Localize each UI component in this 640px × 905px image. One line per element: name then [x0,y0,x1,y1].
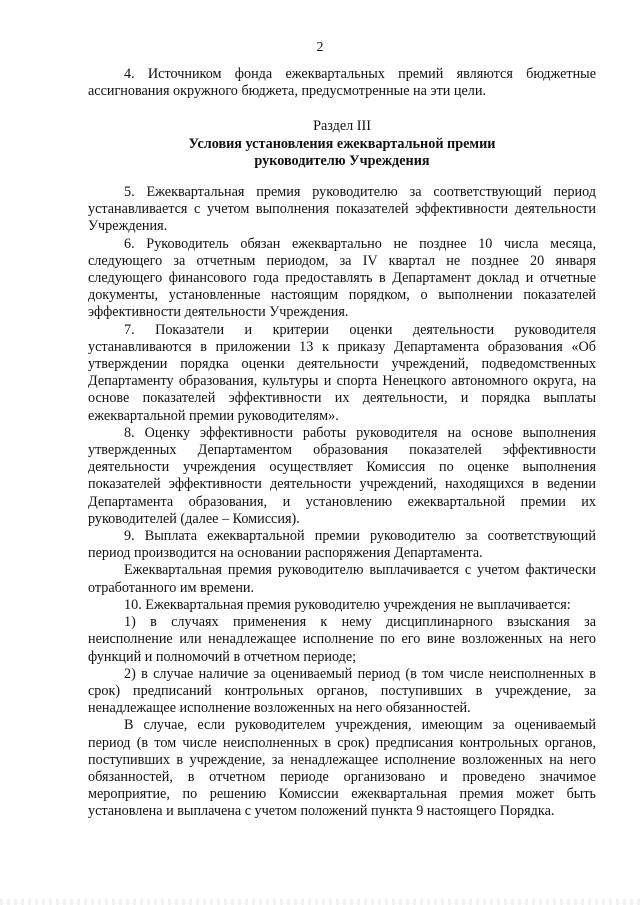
paragraph-8: 8. Оценку эффективности работы руководителя на основе выполнения утвержденных Департаментом образования показателей эффективности деятельности учреждения осуществляет Комиссия по оценке выполнения показателей эффективности деятельности учреждений, находящихся в ведении Департамента образования, и установлению ежеквартальной премии их руководителей (далее – Комиссия). [88,424,596,527]
section-title-line2: руководителю Учреждения [254,152,430,169]
paragraph-4: 4. Источником фонда ежеквартальных премий являются бюджетные ассигнования окружного бюджета, предусмотренные на эти цели. [88,66,596,100]
paragraph-9-note: Ежеквартальная премия руководителю выплачивается с учетом фактически отработанного им времени. [88,562,596,596]
paragraph-6: 6. Руководитель обязан ежеквартально не позднее 10 числа месяца, следующего за отчетным периодом, за IV квартал не позднее 20 января следующего финансового года предоставлять в Департамент доклад и отчетные документы, установленные настоящим порядком, о выполнении показателей эффективности деятельности Учреждения. [88,235,596,321]
document-body [88,66,596,821]
paragraph-5: 5. Ежеквартальная премия руководителю за соответствующий период устанавливается с учетом выполнения показателей эффективности деятельности Учреждения. [88,184,596,235]
section-title-line1: Условия установления ежеквартальной премии [188,135,496,152]
paragraph-10: 10. Ежеквартальная премия руководителю учреждения не выплачивается: [124,596,571,613]
section-label: Раздел III [313,118,371,135]
scan-edge-noise [0,899,640,905]
paragraph-10-exception: В случае, если руководителем учреждения, имеющим за оцениваемый период (в том числе неисполненных в срок) предписания контрольных органов, поступивших в учреждение, за ненадлежащее исполнение возложенных на него обязанностей, в отчетном периоде организовано и проведено значимое мероприятие, по решению Комиссии ежеквартальная премия может быть установлена и выплачена с учетом положений пункта 9 настоящего Порядка. [88,717,596,820]
page-number: 2 [316,40,324,55]
paragraph-10-item-2: 2) в случае наличие за оцениваемый период (в том числе неисполненных в срок) предписаний контрольных органов, поступивших в учреждение, за ненадлежащее исполнение возложенных на него обязанностей. [88,665,596,717]
paragraph-9: 9. Выплата ежеквартальной премии руководителю за соответствующий период производится на основании распоряжения Департамента. [88,528,596,562]
paragraph-10-item-1: 1) в случаях применения к нему дисциплинарного взыскания за неисполнение или ненадлежащее исполнение по его вине возложенных на него функций и полномочий в отчетном периоде; [88,614,596,665]
paragraph-7: 7. Показатели и критерии оценки деятельности руководителя устанавливаются в приложении 13 к приказу Департамента образования «Об утверждении порядка оценки деятельности учреждений, подведомственных Департаменту образования, культуры и спорта Ненецкого автономного округа, на основе показателей эффективности их деятельности, и порядка выплаты ежеквартальной премии руководителям». [88,321,596,424]
